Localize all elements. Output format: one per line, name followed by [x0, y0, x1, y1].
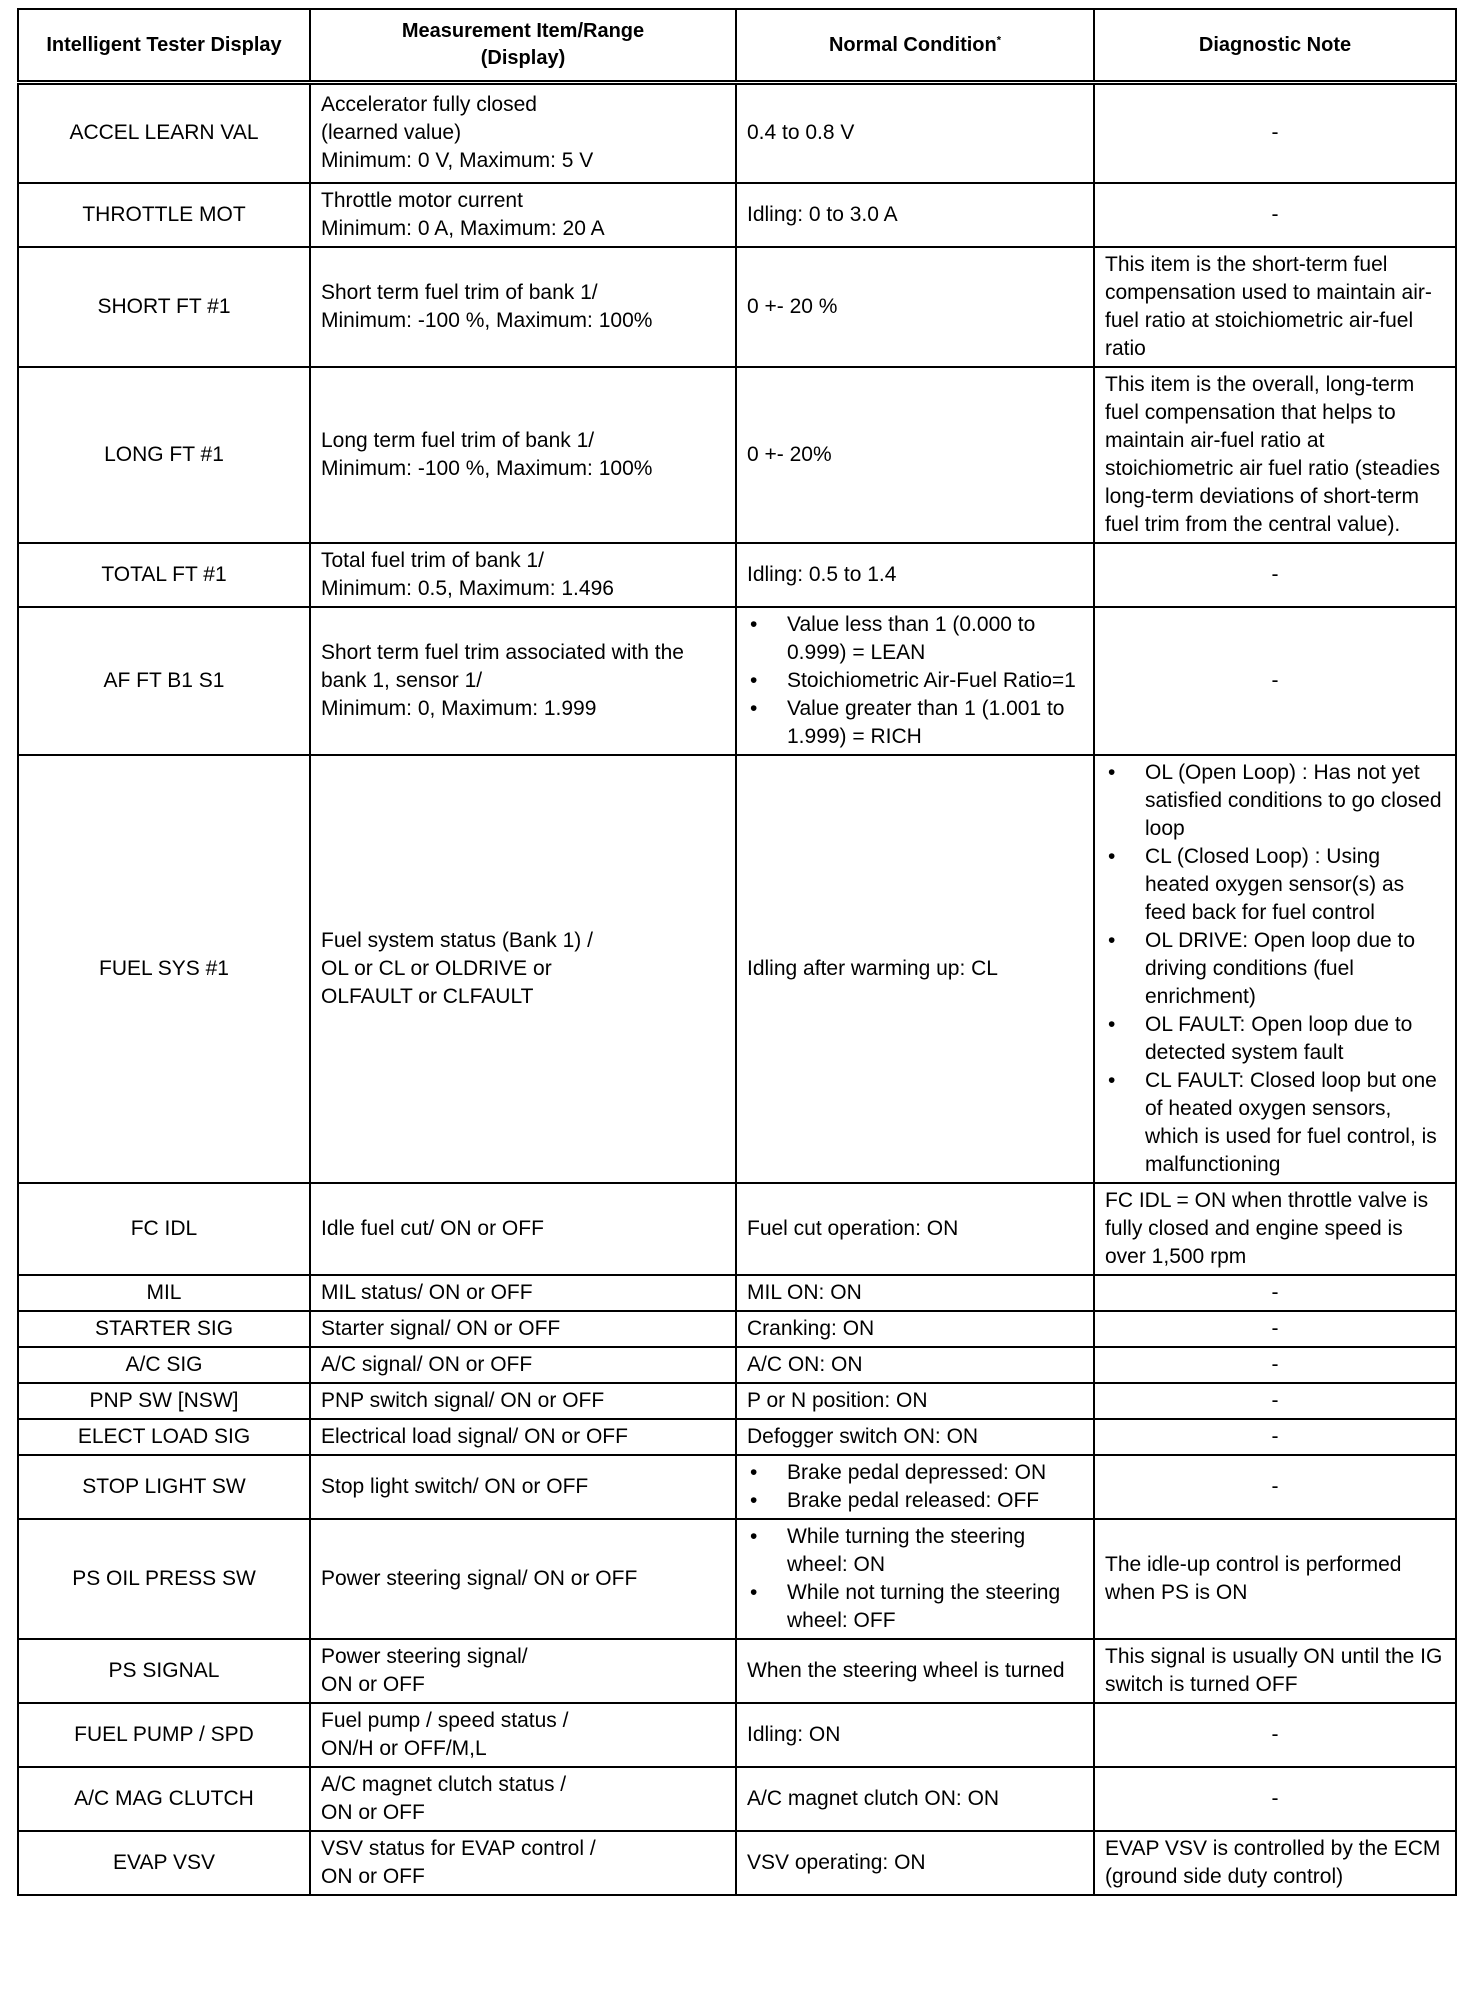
- cell-normal-condition: Defogger switch ON: ON: [736, 1419, 1094, 1455]
- cell-diagnostic-note: [1094, 755, 1456, 1183]
- cell-diagnostic-note: -: [1094, 1419, 1456, 1455]
- bullet-list: [747, 1523, 1083, 1635]
- table-row: [18, 83, 1456, 183]
- cell-diagnostic-note: -: [1094, 543, 1456, 607]
- cell-normal-condition: Fuel cut operation: ON: [736, 1183, 1094, 1275]
- table-row: [18, 1455, 1456, 1519]
- cell-tester-display: ACCEL LEARN VAL: [18, 83, 310, 183]
- cell-tester-display: PNP SW [NSW]: [18, 1383, 310, 1419]
- table-row: [18, 1767, 1456, 1831]
- cell-normal-condition: A/C magnet clutch ON: ON: [736, 1767, 1094, 1831]
- list-item: • Stoichiometric Air-Fuel Ratio=1: [747, 667, 1083, 695]
- cell-measurement-item: Power steering signal/ ON or OFF: [310, 1519, 736, 1639]
- cell-diagnostic-note: -: [1094, 183, 1456, 247]
- table-row: [18, 1419, 1456, 1455]
- header-normal-condition: Normal Condition*: [736, 9, 1094, 83]
- list-item: • CL (Closed Loop) : Using heated oxygen sensor(s) as feed back for fuel control: [1105, 843, 1445, 927]
- cell-tester-display: PS OIL PRESS SW: [18, 1519, 310, 1639]
- table-row: [18, 1383, 1456, 1419]
- cell-tester-display: MIL: [18, 1275, 310, 1311]
- cell-measurement-item: MIL status/ ON or OFF: [310, 1275, 736, 1311]
- list-item: • While turning the steering wheel: ON: [747, 1523, 1083, 1579]
- cell-measurement-item: Fuel system status (Bank 1) / OL or CL or OLDRIVE or OLFAULT or CLFAULT: [310, 755, 736, 1183]
- cell-normal-condition: When the steering wheel is turned: [736, 1639, 1094, 1703]
- cell-diagnostic-note: EVAP VSV is controlled by the ECM (ground side duty control): [1094, 1831, 1456, 1895]
- table-row: [18, 1347, 1456, 1383]
- bullet-list: [747, 1459, 1083, 1515]
- data-list-table: [17, 8, 1457, 1896]
- list-item: • Brake pedal depressed: ON: [747, 1459, 1083, 1487]
- cell-measurement-item: A/C magnet clutch status / ON or OFF: [310, 1767, 736, 1831]
- cell-diagnostic-note: -: [1094, 1455, 1456, 1519]
- cell-measurement-item: Long term fuel trim of bank 1/ Minimum: -100 %, Maximum: 100%: [310, 367, 736, 543]
- cell-measurement-item: Power steering signal/ ON or OFF: [310, 1639, 736, 1703]
- table-row: [18, 247, 1456, 367]
- cell-tester-display: STOP LIGHT SW: [18, 1455, 310, 1519]
- cell-diagnostic-note: -: [1094, 1383, 1456, 1419]
- cell-tester-display: A/C MAG CLUTCH: [18, 1767, 310, 1831]
- cell-tester-display: PS SIGNAL: [18, 1639, 310, 1703]
- cell-tester-display: STARTER SIG: [18, 1311, 310, 1347]
- cell-tester-display: THROTTLE MOT: [18, 183, 310, 247]
- cell-measurement-item: Electrical load signal/ ON or OFF: [310, 1419, 736, 1455]
- cell-diagnostic-note: -: [1094, 1347, 1456, 1383]
- cell-measurement-item: PNP switch signal/ ON or OFF: [310, 1383, 736, 1419]
- cell-normal-condition: [736, 1455, 1094, 1519]
- table-row: [18, 183, 1456, 247]
- header-measurement-item: Measurement Item/Range (Display): [310, 9, 736, 83]
- cell-normal-condition: VSV operating: ON: [736, 1831, 1094, 1895]
- table-row: [18, 1311, 1456, 1347]
- cell-diagnostic-note: -: [1094, 83, 1456, 183]
- cell-tester-display: EVAP VSV: [18, 1831, 310, 1895]
- list-item: • Value less than 1 (0.000 to 0.999) = LEAN: [747, 611, 1083, 667]
- table-row: [18, 607, 1456, 755]
- header-row: [18, 9, 1456, 83]
- cell-normal-condition: Idling after warming up: CL: [736, 755, 1094, 1183]
- cell-diagnostic-note: This signal is usually ON until the IG switch is turned OFF: [1094, 1639, 1456, 1703]
- header-tester-display: Intelligent Tester Display: [18, 9, 310, 83]
- cell-diagnostic-note: This item is the overall, long-term fuel compensation that helps to maintain air-fuel ratio at stoichiometric air fuel ratio (steadies long-term deviations of short-term fuel trim from the central value).: [1094, 367, 1456, 543]
- table-row: [18, 1183, 1456, 1275]
- cell-tester-display: ELECT LOAD SIG: [18, 1419, 310, 1455]
- list-item: • CL FAULT: Closed loop but one of heated oxygen sensors, which is used for fuel control, is malfunctioning: [1105, 1067, 1445, 1179]
- table-row: [18, 367, 1456, 543]
- cell-tester-display: FC IDL: [18, 1183, 310, 1275]
- cell-normal-condition: 0 +- 20 %: [736, 247, 1094, 367]
- cell-normal-condition: Idling: 0 to 3.0 A: [736, 183, 1094, 247]
- cell-measurement-item: Stop light switch/ ON or OFF: [310, 1455, 736, 1519]
- table-row: [18, 1703, 1456, 1767]
- table-row: [18, 1639, 1456, 1703]
- cell-diagnostic-note: This item is the short-term fuel compensation used to maintain air-fuel ratio at stoichiometric air-fuel ratio: [1094, 247, 1456, 367]
- list-item: • While not turning the steering wheel: OFF: [747, 1579, 1083, 1635]
- cell-measurement-item: Starter signal/ ON or OFF: [310, 1311, 736, 1347]
- cell-normal-condition: Idling: 0.5 to 1.4: [736, 543, 1094, 607]
- table-row: [18, 1519, 1456, 1639]
- cell-diagnostic-note: -: [1094, 607, 1456, 755]
- cell-normal-condition: 0.4 to 0.8 V: [736, 83, 1094, 183]
- list-item: • OL (Open Loop) : Has not yet satisfied conditions to go closed loop: [1105, 759, 1445, 843]
- cell-tester-display: TOTAL FT #1: [18, 543, 310, 607]
- list-item: • Value greater than 1 (1.001 to 1.999) = RICH: [747, 695, 1083, 751]
- cell-normal-condition: Cranking: ON: [736, 1311, 1094, 1347]
- cell-tester-display: A/C SIG: [18, 1347, 310, 1383]
- cell-normal-condition: A/C ON: ON: [736, 1347, 1094, 1383]
- cell-diagnostic-note: -: [1094, 1703, 1456, 1767]
- cell-tester-display: FUEL SYS #1: [18, 755, 310, 1183]
- cell-measurement-item: Short term fuel trim associated with the bank 1, sensor 1/ Minimum: 0, Maximum: 1.999: [310, 607, 736, 755]
- cell-normal-condition: [736, 607, 1094, 755]
- table-row: [18, 543, 1456, 607]
- cell-normal-condition: 0 +- 20%: [736, 367, 1094, 543]
- cell-tester-display: LONG FT #1: [18, 367, 310, 543]
- cell-measurement-item: Idle fuel cut/ ON or OFF: [310, 1183, 736, 1275]
- table-row: [18, 755, 1456, 1183]
- cell-tester-display: FUEL PUMP / SPD: [18, 1703, 310, 1767]
- footnote-mark: *: [996, 33, 1002, 46]
- cell-diagnostic-note: -: [1094, 1275, 1456, 1311]
- cell-normal-condition: [736, 1519, 1094, 1639]
- cell-tester-display: AF FT B1 S1: [18, 607, 310, 755]
- cell-diagnostic-note: The idle-up control is performed when PS is ON: [1094, 1519, 1456, 1639]
- cell-diagnostic-note: FC IDL = ON when throttle valve is fully closed and engine speed is over 1,500 rpm: [1094, 1183, 1456, 1275]
- bullet-list: [1105, 759, 1445, 1179]
- list-item: • Brake pedal released: OFF: [747, 1487, 1083, 1515]
- cell-measurement-item: Total fuel trim of bank 1/ Minimum: 0.5, Maximum: 1.496: [310, 543, 736, 607]
- cell-normal-condition: P or N position: ON: [736, 1383, 1094, 1419]
- list-item: • OL FAULT: Open loop due to detected system fault: [1105, 1011, 1445, 1067]
- bullet-list: [747, 611, 1083, 751]
- cell-tester-display: SHORT FT #1: [18, 247, 310, 367]
- table-row: [18, 1275, 1456, 1311]
- cell-measurement-item: A/C signal/ ON or OFF: [310, 1347, 736, 1383]
- cell-diagnostic-note: -: [1094, 1311, 1456, 1347]
- header-diagnostic-note: Diagnostic Note: [1094, 9, 1456, 83]
- cell-measurement-item: Fuel pump / speed status / ON/H or OFF/M,L: [310, 1703, 736, 1767]
- cell-measurement-item: Throttle motor current Minimum: 0 A, Maximum: 20 A: [310, 183, 736, 247]
- cell-diagnostic-note: -: [1094, 1767, 1456, 1831]
- cell-normal-condition: Idling: ON: [736, 1703, 1094, 1767]
- cell-measurement-item: VSV status for EVAP control / ON or OFF: [310, 1831, 736, 1895]
- table-row: [18, 1831, 1456, 1895]
- list-item: • OL DRIVE: Open loop due to driving conditions (fuel enrichment): [1105, 927, 1445, 1011]
- cell-measurement-item: Accelerator fully closed (learned value) Minimum: 0 V, Maximum: 5 V: [310, 83, 736, 183]
- cell-normal-condition: MIL ON: ON: [736, 1275, 1094, 1311]
- cell-measurement-item: Short term fuel trim of bank 1/ Minimum: -100 %, Maximum: 100%: [310, 247, 736, 367]
